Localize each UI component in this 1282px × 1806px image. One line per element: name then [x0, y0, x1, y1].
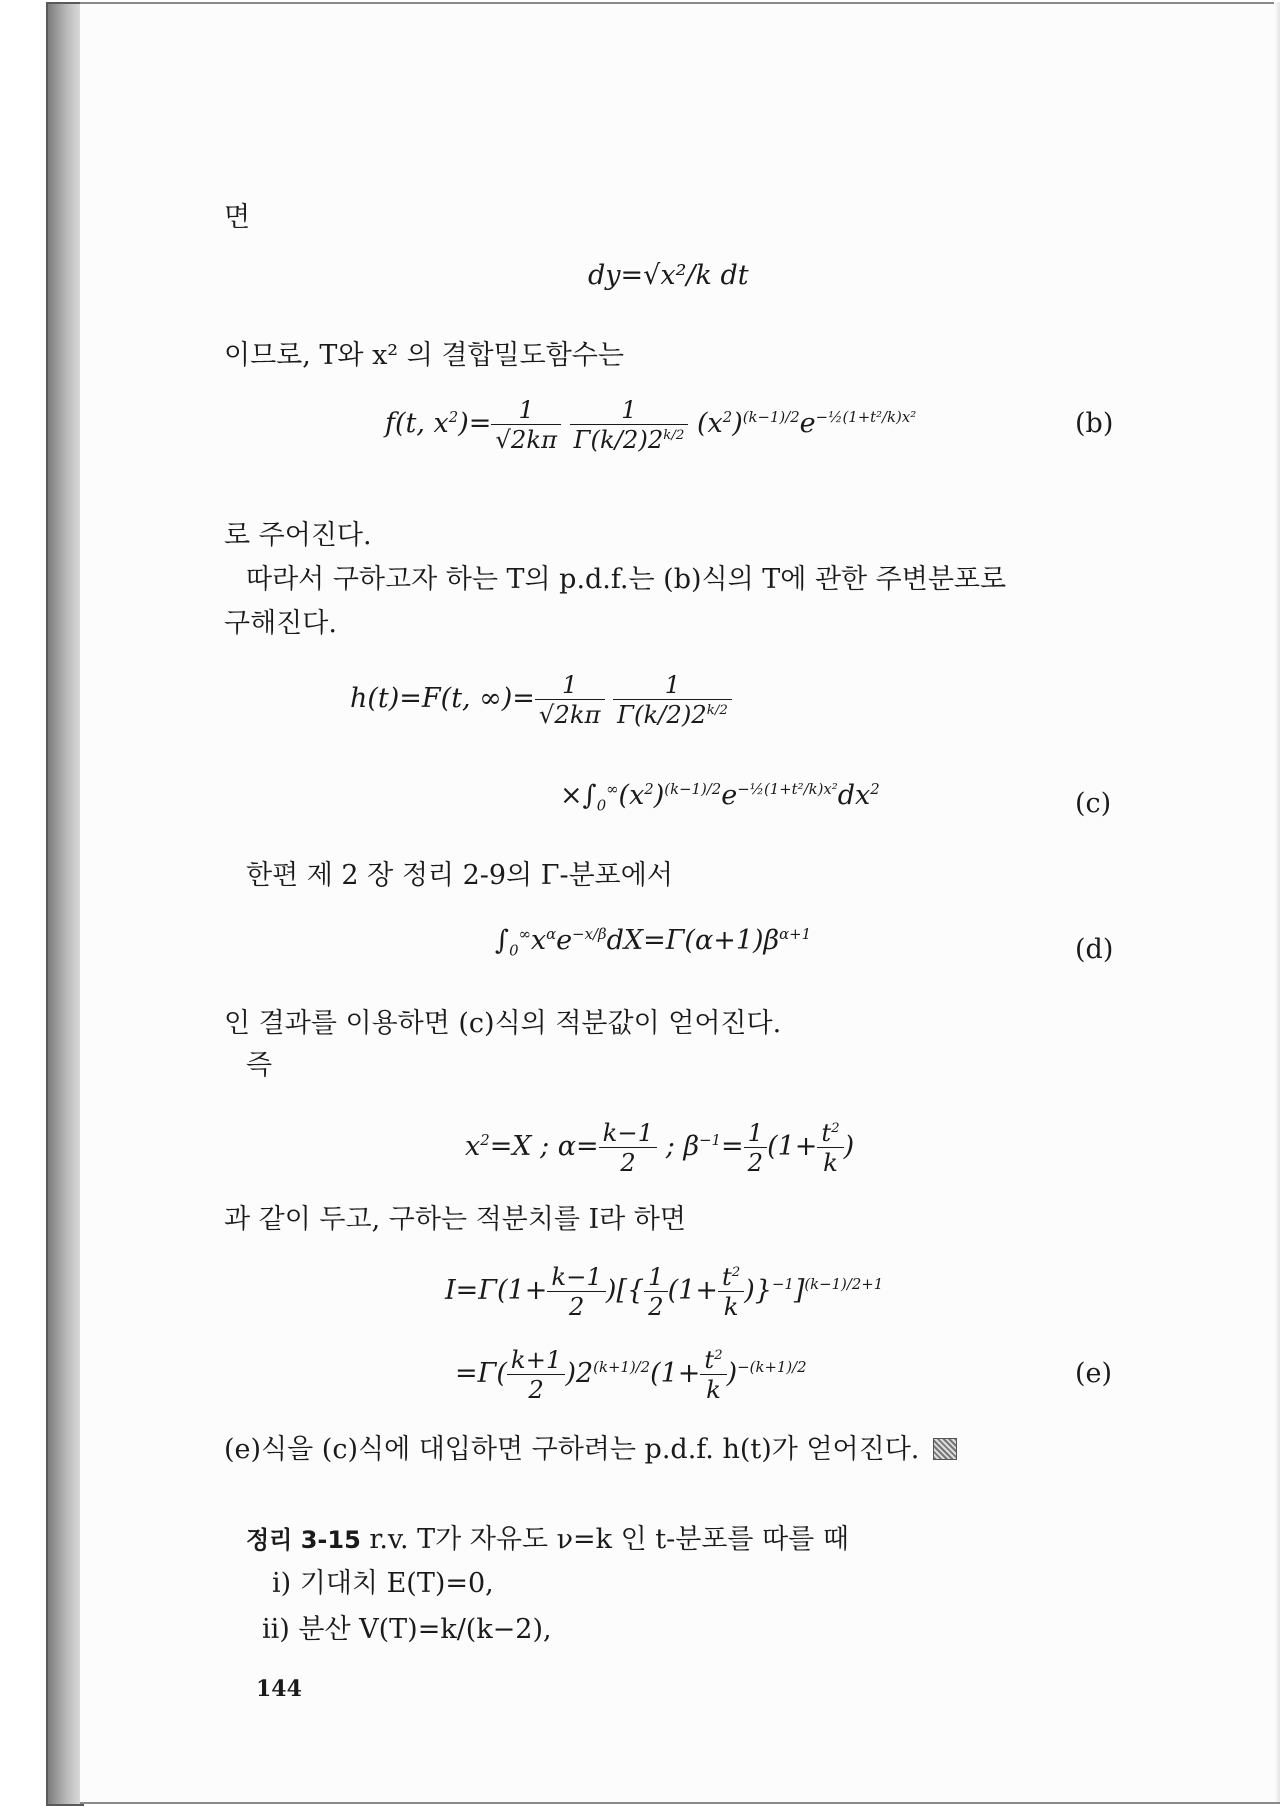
equation-c-label: (c) — [1075, 788, 1112, 819]
page-number: 144 — [256, 1676, 302, 1702]
text-line-2: 이므로, T와 x² 의 결합밀도함수는 — [224, 340, 624, 371]
text-line-10 — [224, 1432, 957, 1467]
equation-e-line-1: I=Γ(1+ $\frac{k-1}{2}$ )[{ $\frac{1}{2}$ (1+ $\frac{t^2}{k}$ )}$^{-1}$]$^{(k-1)/2+1}$ — [445, 1262, 884, 1321]
equation-b: f(t, $x^2)=$ $\frac{1}{√2k\pi}$ $\frac{1}{\Gamma(k/2)2^{k/2}}$ $(x^2)^{(k-1)/2}e^{-\frac{1}{2}(1+t^2/k)x^2}$ — [385, 395, 917, 454]
book-spine — [46, 2, 84, 1806]
text-line-10-content: (e)식을 (c)식에 대입하면 구하려는 p.d.f. h(t)가 얻어진다. — [224, 1434, 920, 1465]
text-line-8: 즉 — [246, 1050, 273, 1081]
equation-d: $\int_0^\infty x^\alpha e^{-x/\beta}dX=\Gamma(\alpha+1)\beta^{\alpha+1}$ — [495, 925, 812, 960]
equation-e-label: (e) — [1075, 1358, 1113, 1389]
page-edge — [1274, 2, 1280, 1802]
text-line-6: 한편 제 2 장 정리 2-9의 Γ-분포에서 — [246, 860, 673, 891]
text-line-5: 구해진다. — [224, 608, 337, 639]
equation-dy-text: dy=√x²/k dt — [588, 260, 749, 291]
equation-dy — [588, 260, 749, 291]
theorem-item-2: ii) 분산 V(T)=k/(k−2), — [262, 1614, 552, 1645]
theorem-item-1: i) 기대치 E(T)=0, — [272, 1568, 494, 1599]
theorem-text: r.v. T가 자유도 ν=k 인 t-분포를 따를 때 — [369, 1524, 849, 1555]
text-line-4: 따라서 구하고자 하는 T의 p.d.f.는 (b)식의 T에 관한 주변분포로 — [246, 564, 1007, 595]
qed-box-icon — [933, 1438, 957, 1460]
text-line-7: 인 결과를 이용하면 (c)식의 적분값이 얻어진다. — [224, 1008, 782, 1039]
equation-d-label: (d) — [1075, 934, 1114, 965]
equation-substitution: $x^2=X$ ; α= $\frac{k-1}{2}$ ; $\beta^{-1}=$ $\frac{1}{2}$ (1+ $\frac{t^2}{k}$ ) — [465, 1118, 855, 1177]
equation-c-line-2: $\times\int_0^\infty(x^2)^{(k-1)/2}e^{-\frac{1}{2}(1+t^2/k)x^2}dx^2$ — [560, 780, 880, 815]
text-line-1: 면 — [224, 202, 251, 233]
equation-e-line-2: =Γ( $\frac{k+1}{2}$ )$2^{(k+1)/2}(1+$ $\frac{t^2}{k}$ )$^{-(k+1)/2}$ — [455, 1345, 807, 1404]
text-line-9: 과 같이 두고, 구하는 적분치를 I라 하면 — [224, 1204, 686, 1235]
text-line-3: 로 주어진다. — [224, 520, 372, 551]
theorem-line — [246, 1522, 849, 1557]
theorem-heading: 정리 3-15 — [246, 1526, 361, 1554]
equation-c-line-1: h(t)=F(t, ∞)= $\frac{1}{√2k\pi}$ $\frac{1}{\Gamma(k/2)2^{k/2}}$ — [350, 670, 732, 729]
equation-b-label: (b) — [1075, 408, 1114, 439]
